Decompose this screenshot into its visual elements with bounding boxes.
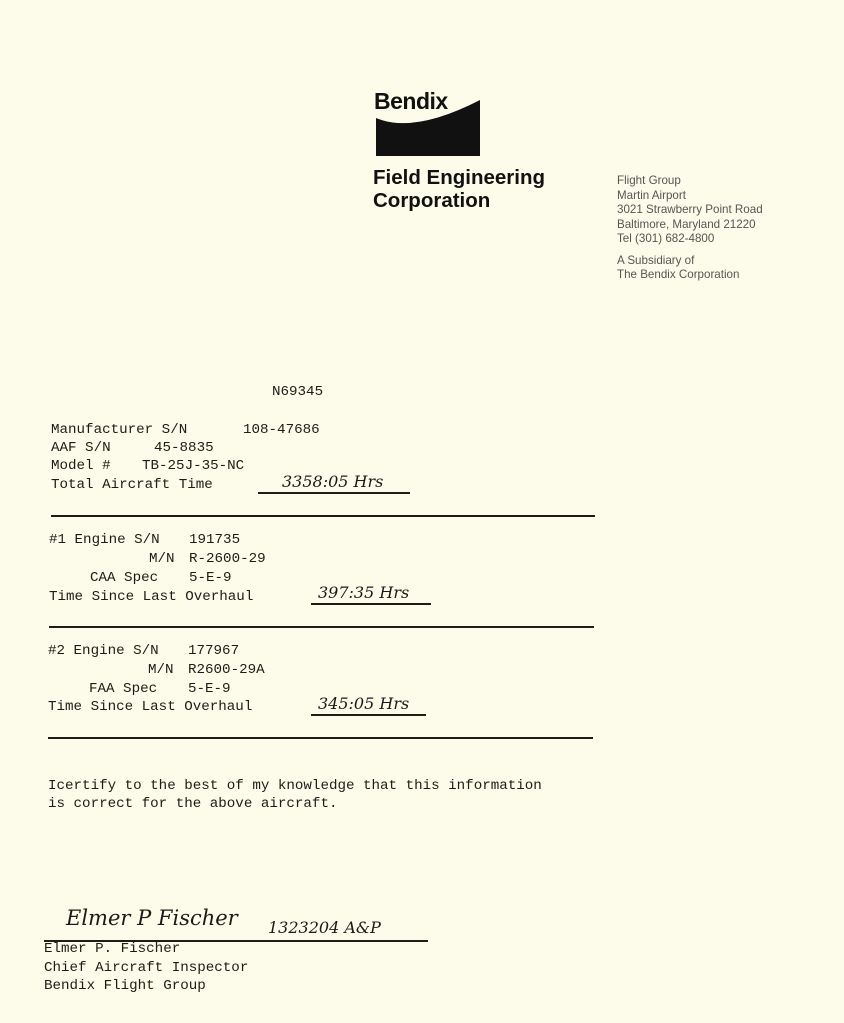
address-line: Martin Airport — [617, 188, 686, 202]
engine1-sn-value: 191735 — [189, 532, 241, 548]
engine1-overhaul-underline — [311, 603, 431, 605]
engine1-sn-label: #1 Engine S/N — [49, 532, 160, 548]
section-divider — [48, 737, 593, 739]
signer-title: Chief Aircraft Inspector — [44, 960, 249, 976]
subsidiary-line: The Bendix Corporation — [617, 268, 740, 281]
handwritten-signature: Elmer P Fischer — [66, 906, 238, 930]
license-number-handwritten: 1323204 A&P — [268, 918, 381, 937]
company-name-line2: Corporation — [373, 189, 491, 212]
engine2-overhaul-label: Time Since Last Overhaul — [48, 699, 253, 715]
signer-name: Elmer P. Fischer — [44, 941, 181, 957]
engine2-spec-label: FAA Spec — [89, 681, 158, 697]
engine1-spec-value: 5-E-9 — [189, 570, 232, 586]
address-line: Tel (301) 682-4800 — [617, 232, 715, 245]
company-address — [617, 174, 763, 283]
total-time-underline — [258, 492, 410, 494]
engine2-overhaul-underline — [311, 714, 426, 716]
company-name-line1: Field Engineering — [373, 166, 545, 189]
certification-line1: Icertify to the best of my knowledge that this information — [48, 778, 542, 794]
address-line: Baltimore, Maryland 21220 — [617, 217, 756, 231]
bendix-logo-mark — [374, 98, 484, 158]
section-divider — [49, 626, 594, 628]
model-label: Model # — [51, 458, 111, 474]
engine2-sn-value: 177967 — [188, 643, 240, 659]
company-logo-text: Bendix — [374, 88, 448, 114]
subsidiary-line: A Subsidiary of — [617, 253, 695, 267]
address-line: Flight Group — [617, 174, 681, 187]
manufacturer-sn-label: Manufacturer S/N — [51, 422, 188, 438]
engine2-spec-value: 5-E-9 — [188, 681, 231, 697]
certification-line2: is correct for the above aircraft. — [48, 796, 338, 812]
aaf-sn-value: 45-8835 — [154, 440, 214, 456]
model-value: TB-25J-35-NC — [142, 458, 245, 474]
manufacturer-sn-value: 108-47686 — [243, 422, 320, 438]
engine1-mn-label: M/N — [149, 551, 175, 567]
aircraft-registration: N69345 — [272, 384, 324, 400]
engine1-overhaul-handwritten: 397:35 Hrs — [318, 583, 410, 602]
address-line: 3021 Strawberry Point Road — [617, 203, 763, 216]
company-name — [373, 166, 545, 212]
engine2-mn-label: M/N — [148, 662, 174, 678]
section-divider — [51, 515, 595, 517]
engine1-mn-value: R-2600-29 — [189, 551, 266, 567]
total-time-handwritten: 3358:05 Hrs — [282, 472, 384, 491]
engine2-mn-value: R2600-29A — [188, 662, 265, 678]
signer-organization: Bendix Flight Group — [44, 978, 206, 994]
engine2-sn-label: #2 Engine S/N — [48, 643, 159, 659]
engine1-overhaul-label: Time Since Last Overhaul — [49, 589, 254, 605]
aaf-sn-label: AAF S/N — [51, 440, 111, 456]
engine2-overhaul-handwritten: 345:05 Hrs — [318, 694, 410, 713]
engine1-spec-label: CAA Spec — [90, 570, 159, 586]
total-time-label: Total Aircraft Time — [51, 477, 213, 493]
